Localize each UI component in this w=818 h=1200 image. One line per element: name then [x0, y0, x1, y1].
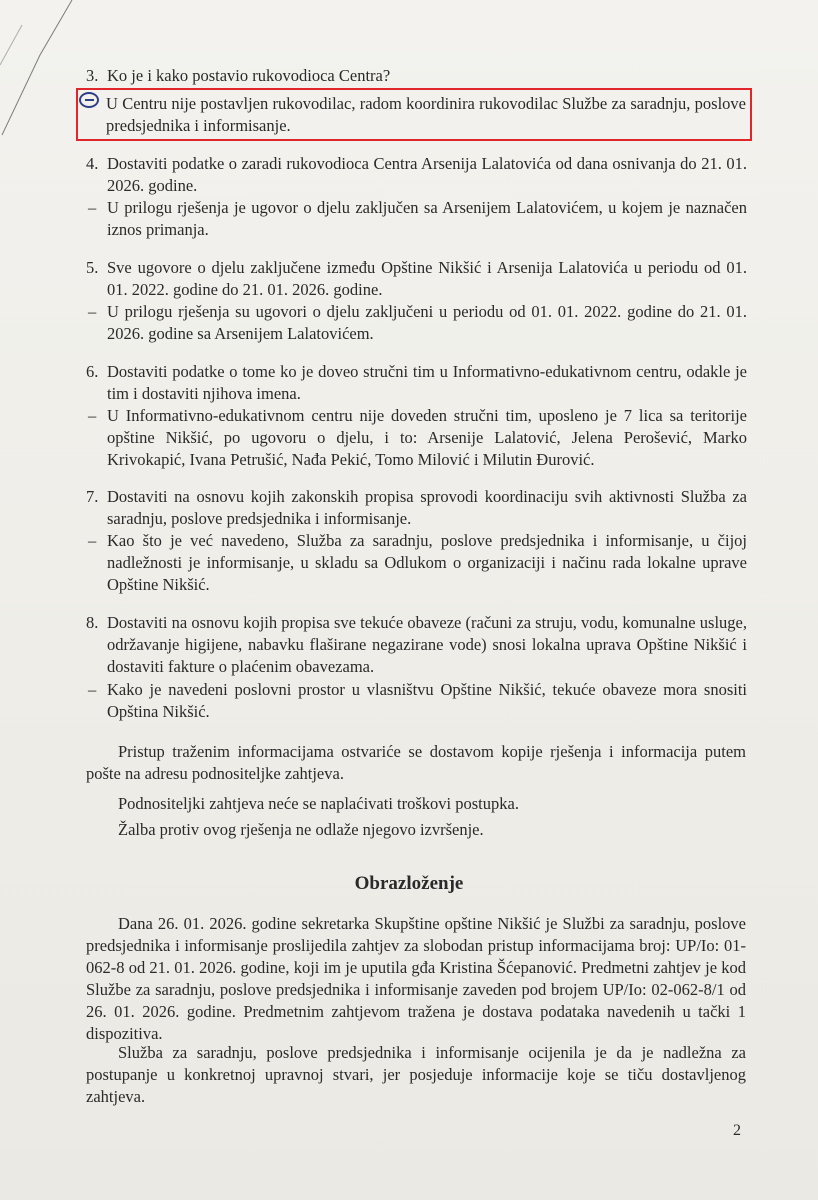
item-7-answer: Kao što je već navedeno, Služba za saradnju, poslove predsjednika i informisanje, u čijoj nadležnosti je informisanje, u skladu sa Odlukom o organizaciji i načinu rada lokalne uprave Opštine Nikšić. — [107, 531, 747, 594]
item-5-question: Sve ugovore o djelu zaključene između Opštine Nikšić i Arsenija Lalatovića u periodu od 01. 01. 2022. godine do 21. 01. 2026. godine. — [107, 258, 747, 299]
item-7-question: Dostaviti na osnovu kojih zakonskih propisa sprovodi koordinaciju svih aktivnosti Služba za saradnju, poslove predsjednika i informisanje. — [107, 487, 747, 528]
item-4-answer: U prilogu rješenja je ugovor o djelu zaključen sa Arsenijem Lalatovićem, u kojem je naznačen iznos primanja. — [107, 198, 747, 239]
item-7-dash: – — [88, 531, 97, 550]
pen-circle-mark-icon — [79, 92, 99, 108]
item-5-dash: – — [88, 302, 97, 321]
closing-paragraph-2: Podnositeljki zahtjeva neće se naplaćivati troškovi postupka. — [118, 794, 519, 813]
item-8-dash: – — [88, 680, 97, 699]
reasoning-paragraph-2: Služba za saradnju, poslove predsjednika i informisanje ocijenila je da je nadležna za postupanje u konkretnoj upravnoj stvari, jer posjeduje informacije koje se tiču dostavljenog zahtjeva. — [86, 1043, 746, 1106]
closing-paragraph-3: Žalba protiv ovog rješenja ne odlaže njegovo izvršenje. — [118, 820, 484, 839]
item-7-number: 7. — [86, 487, 99, 506]
item-4-dash: – — [88, 198, 97, 217]
reasoning-paragraph-1: Dana 26. 01. 2026. godine sekretarka Skupštine opštine Nikšić je Službi za saradnju, poslove predsjednika i informisanje proslijedila zahtjev za slobodan pristup informacijama broj: UP/Io: 01-062-8 od 21. 01. 2026. godine, koji im je uputila gđa Kristina Šćepanović. Predmetni zahtjev je kod Službe za saradnju, poslove predsjednika i informisanje zaveden pod brojem UP/Io: 02-062-8/1 od 26. 01. 2026. godine. Predmetnim zahtjevom tražena je dostava podataka navedenih u tački 1 dispozitiva. — [86, 914, 746, 1043]
item-3-number: 3. — [86, 66, 99, 85]
item-8-number: 8. — [86, 613, 99, 632]
item-5-answer: U prilogu rješenja su ugovori o djelu zaključeni u periodu od 01. 01. 2022. godine do 21. 01. 2026. godine sa Arsenijem Lalatovićem. — [107, 302, 747, 343]
item-6-answer: U Informativno-edukativnom centru nije doveden stručni tim, uposleno je 7 lica sa teritorije opštine Nikšić, po ugovoru o djelu, i to: Arsenije Lalatović, Jelena Perošević, Marko Krivokapić, Ivana Petrušić, Nađa Pekić, Tomo Milović i Milutin Đurović. — [107, 406, 747, 469]
item-8-question: Dostaviti na osnovu kojih propisa sve tekuće obaveze (računi za struju, vodu, komunalne usluge, održavanje higijene, nabavku flaširane negazirane vode) snosi lokalna uprava Opštine Nikšić i dostaviti fakture o plaćenim obavezama. — [107, 613, 747, 676]
item-6-dash: – — [88, 406, 97, 425]
item-3-answer: U Centru nije postavljen rukovodilac, radom koordinira rukovodilac Službe za saradnju, poslove predsjednika i informisanje. — [106, 94, 746, 135]
closing-paragraph-1: Pristup traženim informacijama ostvariće se dostavom kopije rješenja i informacija putem pošte na adresu podnositeljke zahtjeva. — [86, 742, 746, 783]
item-3-question: Ko je i kako postavio rukovodioca Centra? — [107, 66, 391, 85]
item-5-number: 5. — [86, 258, 99, 277]
item-4-question: Dostaviti podatke o zaradi rukovodioca Centra Arsenija Lalatovića od dana osnivanja do 21. 01. 2026. godine. — [107, 154, 747, 195]
item-8-answer: Kako je navedeni poslovni prostor u vlasništvu Opštine Nikšić, tekuće obaveze mora snositi Opština Nikšić. — [107, 680, 747, 721]
item-6-number: 6. — [86, 362, 99, 381]
item-6-question: Dostaviti podatke o tome ko je doveo stručni tim u Informativno-edukativnom centru, odakle je tim i dostaviti njihova imena. — [107, 362, 747, 403]
section-heading: Obrazloženje — [354, 873, 464, 894]
item-4-number: 4. — [86, 154, 99, 173]
page-number: 2 — [733, 1122, 741, 1139]
